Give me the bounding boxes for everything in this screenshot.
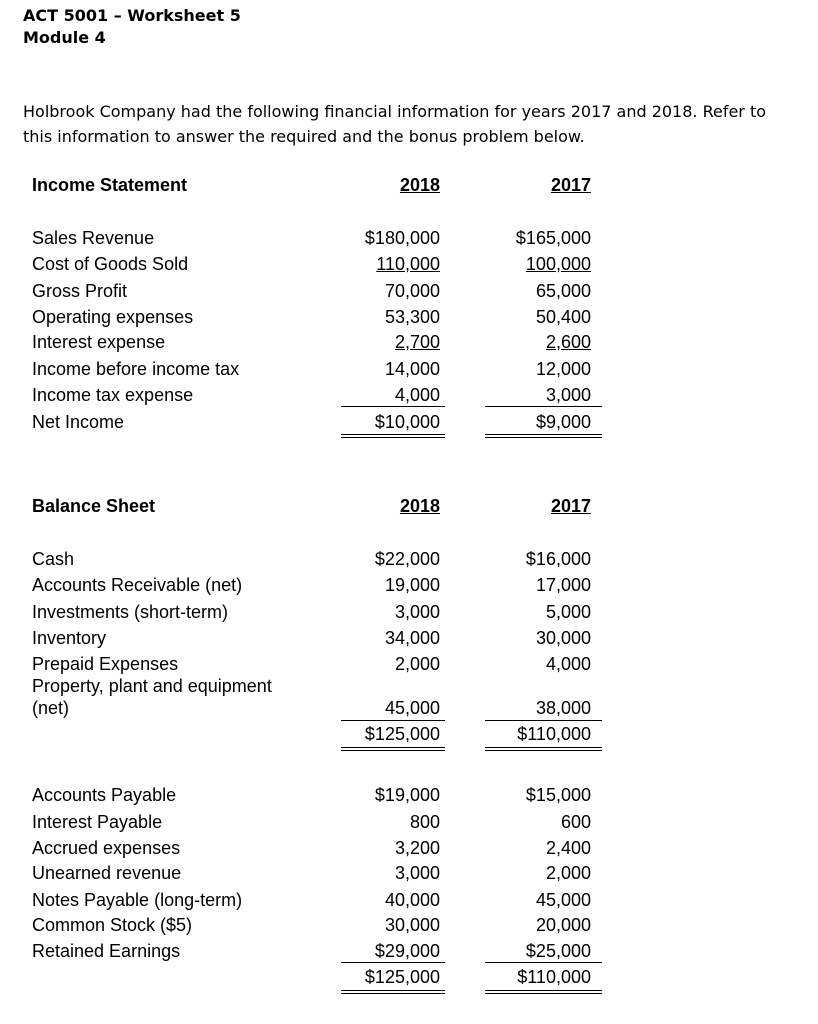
row-label: Gross Profit xyxy=(32,281,128,301)
row-label: Prepaid Expenses xyxy=(32,654,179,674)
row-label: Cost of Goods Sold xyxy=(32,254,189,274)
row-label: Cash xyxy=(32,549,75,569)
value-2017: $15,000 xyxy=(525,785,591,805)
value-2017: $165,000 xyxy=(515,228,591,248)
value-2017: 3,000 xyxy=(545,385,591,405)
value-2017: 2,400 xyxy=(545,838,591,858)
balance-sheet-year-2018: 2018 xyxy=(399,496,440,516)
value-2018: $10,000 xyxy=(374,412,440,432)
value-2018: 3,000 xyxy=(394,863,440,883)
value-2017: 45,000 xyxy=(535,890,591,910)
value-2018: 45,000 xyxy=(384,698,440,718)
income-statement-year-2017: 2017 xyxy=(550,175,591,195)
value-2017: 38,000 xyxy=(535,698,591,718)
value-2018: 30,000 xyxy=(384,915,440,935)
row-label: Investments (short-term) xyxy=(32,602,229,622)
total-double-rule-2017 xyxy=(485,990,602,994)
subtotal-rule-2017 xyxy=(485,962,602,963)
total-liabilities-equity-2017: $110,000 xyxy=(517,967,591,987)
total-double-rule-2017 xyxy=(485,747,602,751)
balance-sheet-title: Balance Sheet xyxy=(32,496,156,516)
value-2018: $19,000 xyxy=(374,785,440,805)
row-label: Operating expenses xyxy=(32,307,194,327)
subtotal-rule-2018 xyxy=(341,720,445,721)
value-2017: 17,000 xyxy=(535,575,591,595)
value-2018: 70,000 xyxy=(384,281,440,301)
income-statement-title: Income Statement xyxy=(32,175,188,195)
row-label: Income tax expense xyxy=(32,385,194,405)
value-2018: $180,000 xyxy=(364,228,440,248)
total-assets-2017: $110,000 xyxy=(517,724,591,744)
value-2017: 4,000 xyxy=(545,654,591,674)
total-double-rule-2018 xyxy=(341,747,445,751)
row-label: Inventory xyxy=(32,628,107,648)
row-label-continued: (net) xyxy=(32,698,70,718)
balance-sheet-year-2017: 2017 xyxy=(550,496,591,516)
module-label: Module 4 xyxy=(23,28,106,47)
value-2018: $29,000 xyxy=(374,941,440,961)
value-2017: $9,000 xyxy=(535,412,591,432)
value-2017: 2,000 xyxy=(545,863,591,883)
row-label: Sales Revenue xyxy=(32,228,155,248)
row-label: Accounts Payable xyxy=(32,785,177,805)
value-2018: 2,000 xyxy=(394,654,440,674)
value-2017: 5,000 xyxy=(545,602,591,622)
total-double-rule-2018 xyxy=(341,434,445,438)
value-2018: 34,000 xyxy=(384,628,440,648)
value-2017: 12,000 xyxy=(535,359,591,379)
row-label: Accounts Receivable (net) xyxy=(32,575,243,595)
row-label: Retained Earnings xyxy=(32,941,181,961)
value-2018: 40,000 xyxy=(384,890,440,910)
subtotal-rule-2018 xyxy=(341,962,445,963)
value-2017: 50,400 xyxy=(535,307,591,327)
income-statement-year-2018: 2018 xyxy=(399,175,440,195)
subtotal-rule-2017 xyxy=(485,720,602,721)
value-2017: $25,000 xyxy=(525,941,591,961)
value-2018: 110,000 xyxy=(376,254,440,274)
subtotal-rule-2017 xyxy=(485,406,602,407)
total-liabilities-equity-2018: $125,000 xyxy=(364,967,440,987)
value-2018: 800 xyxy=(409,812,440,832)
value-2018: 19,000 xyxy=(384,575,440,595)
row-label: Unearned revenue xyxy=(32,863,182,883)
value-2018: 3,200 xyxy=(394,838,440,858)
worksheet-title: ACT 5001 – Worksheet 5 xyxy=(23,6,241,25)
value-2018: 3,000 xyxy=(394,602,440,622)
value-2018: 14,000 xyxy=(384,359,440,379)
value-2017: 20,000 xyxy=(535,915,591,935)
row-label: Interest Payable xyxy=(32,812,163,832)
value-2017: 65,000 xyxy=(535,281,591,301)
total-assets-2018: $125,000 xyxy=(364,724,440,744)
total-double-rule-2018 xyxy=(341,990,445,994)
row-label: Accrued expenses xyxy=(32,838,181,858)
row-label: Interest expense xyxy=(32,332,166,352)
row-label: Common Stock ($5) xyxy=(32,915,193,935)
value-2017: 2,600 xyxy=(545,332,591,352)
row-label: Property, plant and equipment xyxy=(32,676,272,696)
value-2017: 30,000 xyxy=(535,628,591,648)
intro-paragraph: Holbrook Company had the following financial information for years 2017 and 2018. Refer to this information to answer the required and the bonus problem below. xyxy=(23,102,767,146)
value-2017: 600 xyxy=(560,812,591,832)
row-label: Notes Payable (long-term) xyxy=(32,890,243,910)
value-2017: $16,000 xyxy=(525,549,591,569)
value-2018: 2,700 xyxy=(394,332,440,352)
row-label: Net Income xyxy=(32,412,125,432)
row-label: Income before income tax xyxy=(32,359,240,379)
total-double-rule-2017 xyxy=(485,434,602,438)
value-2018: 4,000 xyxy=(394,385,440,405)
subtotal-rule-2018 xyxy=(341,406,445,407)
value-2018: $22,000 xyxy=(374,549,440,569)
value-2018: 53,300 xyxy=(384,307,440,327)
value-2017: 100,000 xyxy=(525,254,591,274)
